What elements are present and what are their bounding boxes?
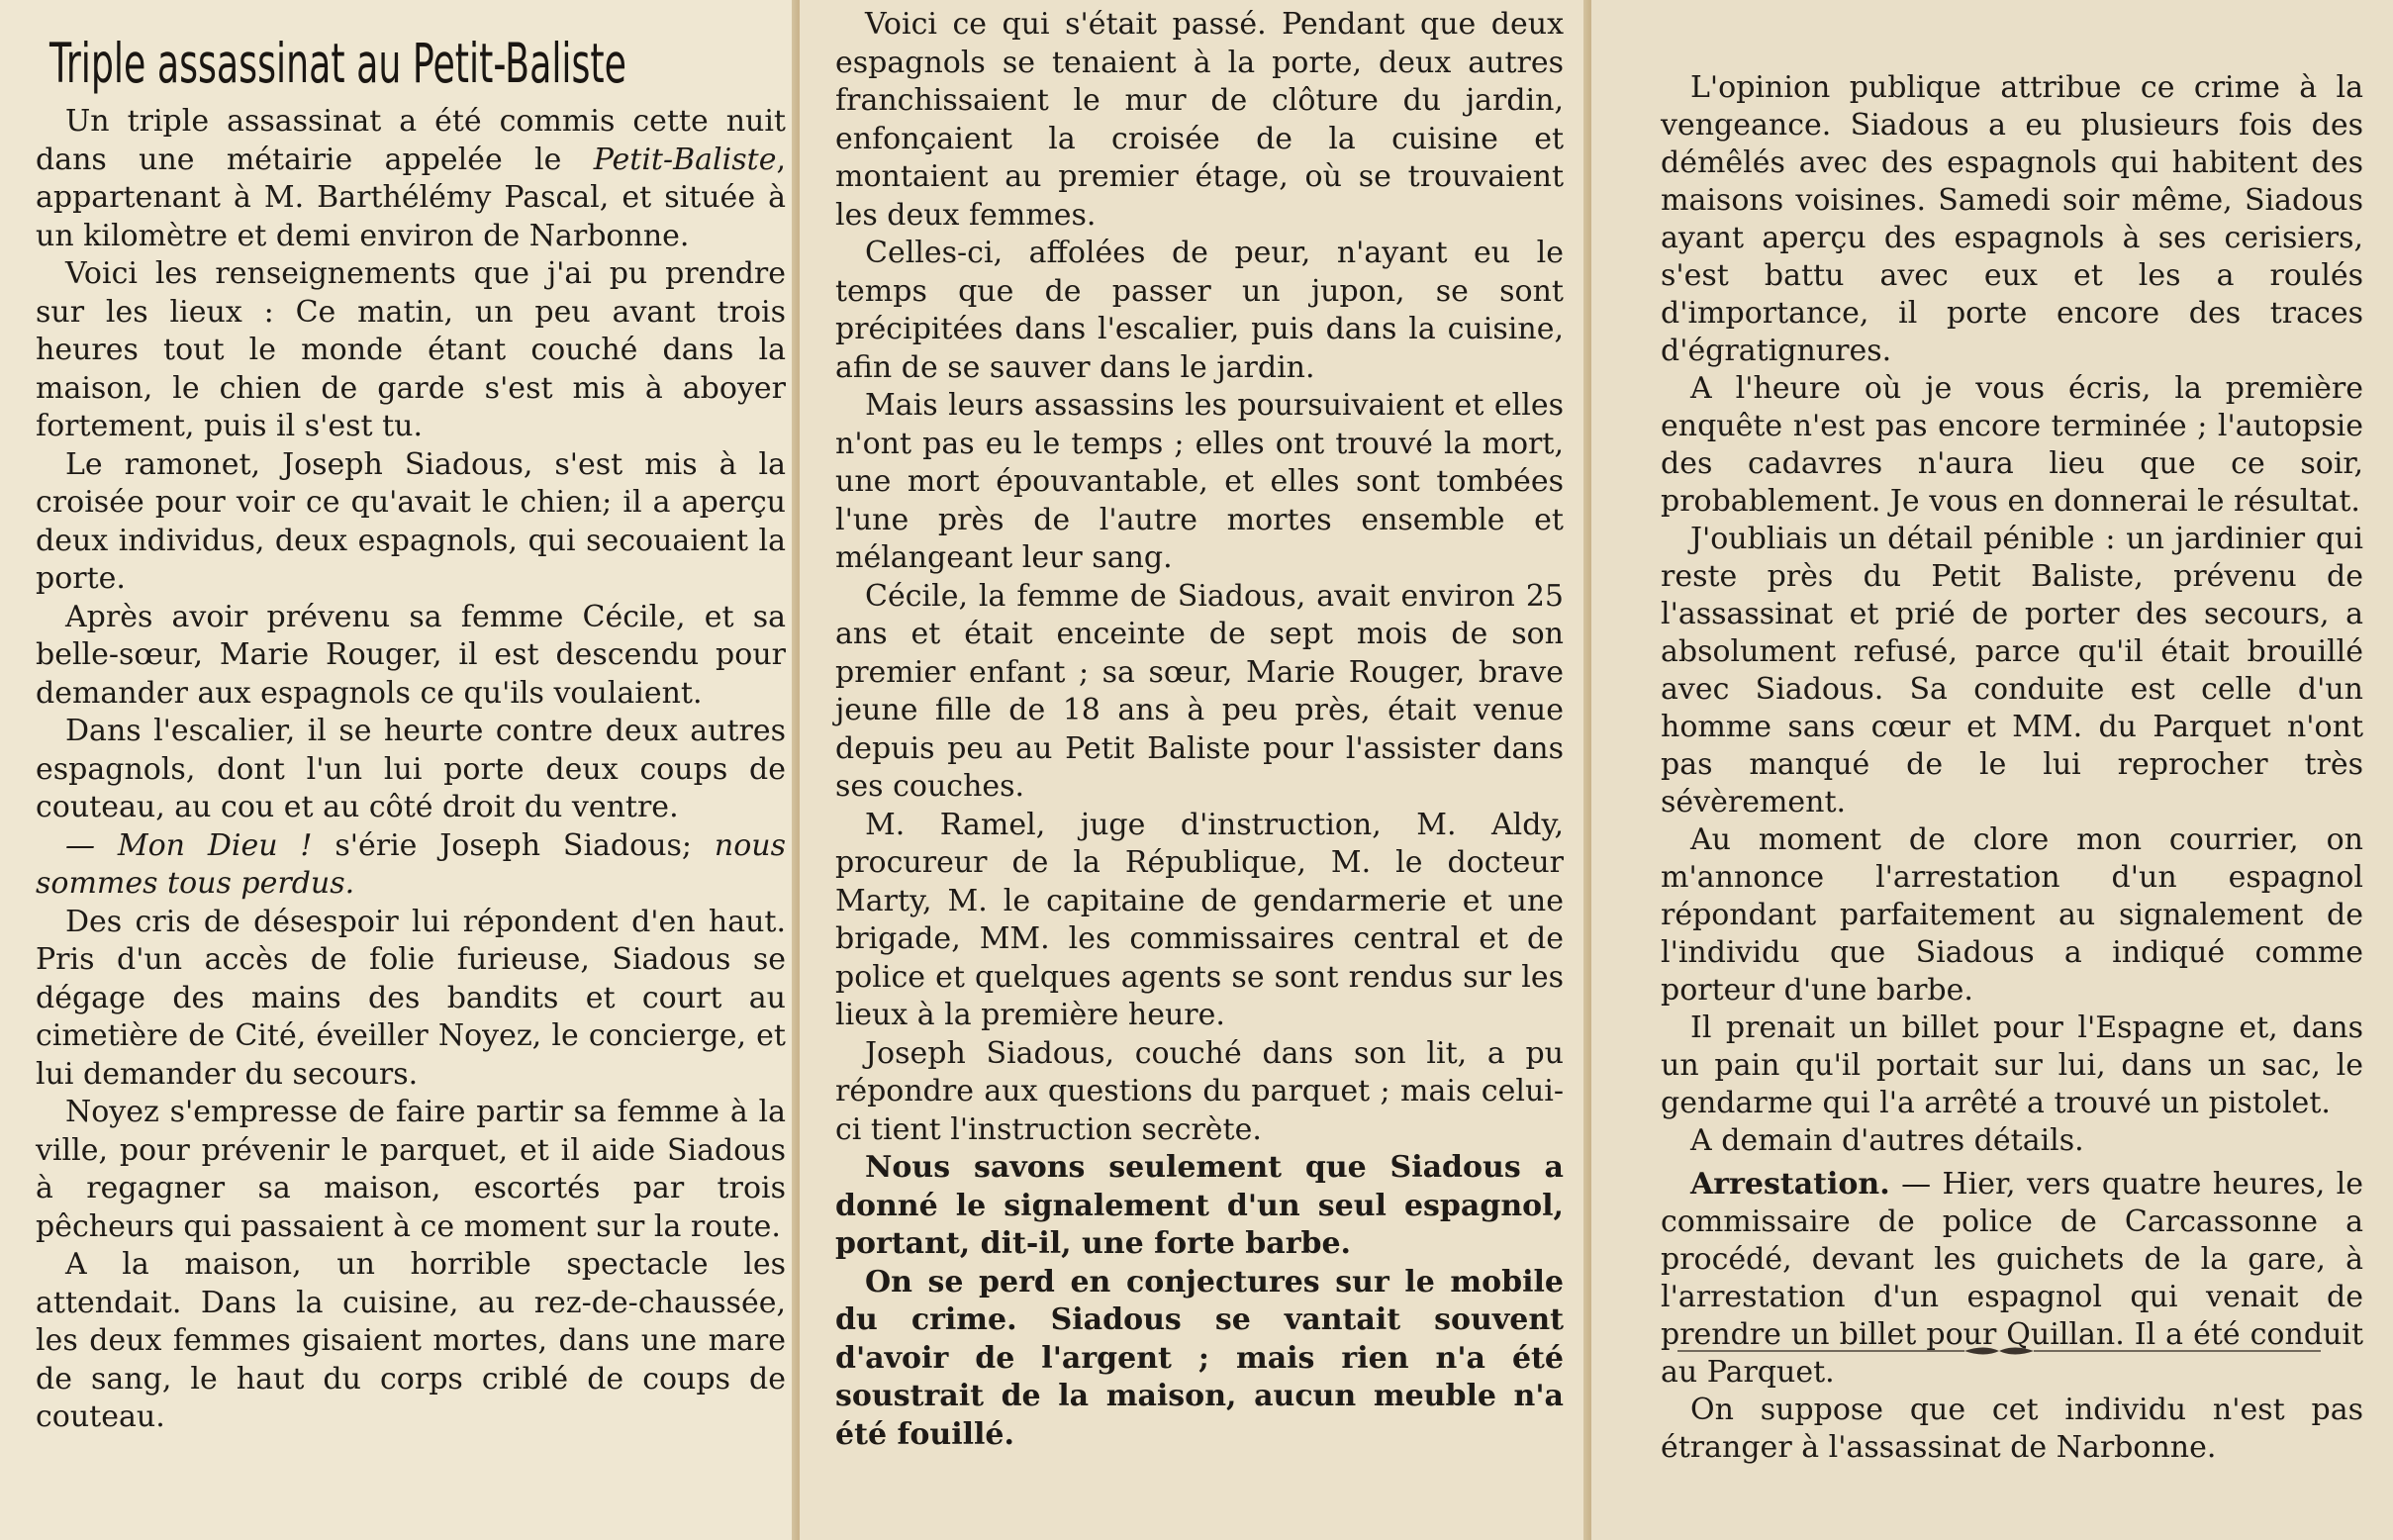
- paragraph: Mais leurs assassins les poursuivaient et elles n'ont pas eu le temps ; elles ont trouvé la mort, une mort épouvantable, et elles sont tombées l'une près de l'autre mortes ensemble et mélangeant leur sang.: [835, 388, 1564, 575]
- article-column-1: [0, 0, 800, 1540]
- paragraph: Nous savons seulement que Siadous a donné le signalement d'un seul espagnol, portant, dit-il, une forte barbe.: [835, 1150, 1564, 1261]
- paragraph: Arrestation. — Hier, vers quatre heures, le commissaire de police de Carcassonne a procédé, devant les guichets de la gare, à l'arrestation d'un espagnol qui venait de prendre un billet pour Quillan. Il a été conduit au Parquet.: [1661, 1167, 2363, 1390]
- paragraph: Un triple assassinat a été commis cette nuit dans une métairie appelée le Petit-Baliste, appartenant à M. Barthélémy Pascal, et située à un kilomètre et demi environ de Narbonne.: [36, 104, 786, 253]
- paragraph: Le ramonet, Joseph Siadous, s'est mis à la croisée pour voir ce qu'avait le chien; il a aperçu deux individus, deux espagnols, qui secouaient la porte.: [36, 446, 786, 596]
- article-headline: Triple assassinat au Petit-Baliste: [49, 32, 626, 95]
- paragraph: Des cris de désespoir lui répondent d'en haut. Pris d'un accès de folie furieuse, Siadous se dégage des mains des bandits et court au cimetière de Cité, éveiller Noyez, le concierge, et lui demander du secours.: [36, 904, 786, 1092]
- paragraph: Dans l'escalier, il se heurte contre deux autres espagnols, dont l'un lui porte deux coups de couteau, au cou et au côté droit du ventre.: [36, 714, 786, 824]
- paragraph: J'oubliais un détail pénible : un jardinier qui reste près du Petit Baliste, prévenu de l'assassinat et prié de porter des secours, a absolument refusé, parce qu'il était brouillé avec Siadous. Sa conduite est celle d'un homme sans cœur et MM. du Parquet n'ont pas manqué de le lui reprocher très sévèrement.: [1661, 522, 2363, 819]
- paragraph: A la maison, un horrible spectacle les attendait. Dans la cuisine, au rez-de-chaussée, les deux femmes gisaient mortes, dans une mare de sang, le haut du corps criblé de coups de couteau.: [36, 1247, 786, 1434]
- article-column-2: [800, 0, 1591, 1540]
- arrest-heading: Arrestation.: [1690, 1167, 1890, 1202]
- paragraph: Celles-ci, affolées de peur, n'ayant eu le temps que de passer un jupon, se sont précipitées dans l'escalier, puis dans la cuisine, afin de se sauver dans le jardin.: [835, 236, 1564, 385]
- paragraph: Il prenait un billet pour l'Espagne et, dans un pain qu'il portait sur lui, dans un sac, le gendarme qui l'a arrêté a trouvé un pistolet.: [1661, 1011, 2363, 1120]
- paragraph: A l'heure où je vous écris, la première enquête n'est pas encore terminée ; l'autopsie des cadavres n'aura lieu que ce soir, probablement. Je vous en donnerai le résultat.: [1661, 371, 2363, 519]
- paragraph: Après avoir prévenu sa femme Cécile, et sa belle-sœur, Marie Rouger, il est descendu pour demander aux espagnols ce qu'ils voulaient.: [36, 599, 786, 711]
- paragraph: L'opinion publique attribue ce crime à la vengeance. Siadous a eu plusieurs fois des démêlés avec des espagnols qui habitent des maisons voisines. Samedi soir même, Siadous ayant aperçu des espagnols à ses cerisiers, s'est battu avec eux et les a roulés d'importance, il porte encore des traces d'égratignures.: [1661, 70, 2363, 368]
- paragraph: Au moment de clore mon courrier, on m'annonce l'arrestation d'un espagnol répondant parfaitement au signalement de l'individu que Siadous a indiqué comme porteur d'une barbe.: [1661, 822, 2363, 1008]
- paragraph: M. Ramel, juge d'instruction, M. Aldy, procureur de la République, M. le docteur Marty, M. le capitaine de gendarmerie et une brigade, MM. les commissaires central et de police et quelques agents se sont rendus sur les lieux à la première heure.: [835, 807, 1564, 1032]
- paragraph: Voici les renseignements que j'ai pu prendre sur les lieux : Ce matin, un peu avant trois heures tout le monde étant couché dans la maison, le chien de garde s'est mis à aboyer fortement, puis il s'est tu.: [36, 256, 786, 443]
- paragraph: Cécile, la femme de Siadous, avait environ 25 ans et était enceinte de sept mois de son premier enfant ; sa sœur, Marie Rouger, brave jeune fille de 18 ans à peu près, était venue depuis peu au Petit Baliste pour l'assister dans ses couches.: [835, 578, 1564, 804]
- paragraph: On suppose que cet individu n'est pas étranger à l'assassinat de Narbonne.: [1661, 1393, 2363, 1465]
- paragraph: Voici ce qui s'était passé. Pendant que deux espagnols se tenaient à la porte, deux autres franchissaient le mur de clôture du jardin, enfonçaient la croisée de la cuisine et montaient au premier étage, où se trouvaient les deux femmes.: [835, 7, 1564, 233]
- paragraph: Noyez s'empresse de faire partir sa femme à la ville, pour prévenir le parquet, et il aide Siadous à regagner sa maison, escortés par trois pêcheurs qui passaient à ce moment sur la route.: [36, 1095, 786, 1244]
- paragraph: On se perd en conjectures sur le mobile du crime. Siadous se vantait souvent d'avoir de l'argent ; mais rien n'a été soustrait de la maison, aucun meuble n'a été fouillé.: [835, 1264, 1564, 1452]
- column-top-spacer: [1661, 0, 2363, 69]
- section-end-ornament: [1677, 1341, 2321, 1361]
- paragraph: Joseph Siadous, couché dans son lit, a pu répondre aux questions du parquet ; mais celui-ci tient l'instruction secrète.: [835, 1035, 1564, 1147]
- paragraph: — Mon Dieu ! s'érie Joseph Siadous; nous sommes tous perdus.: [36, 827, 786, 901]
- article-column-3: [1591, 0, 2393, 1540]
- paragraph: A demain d'autres détails.: [1690, 1123, 2084, 1158]
